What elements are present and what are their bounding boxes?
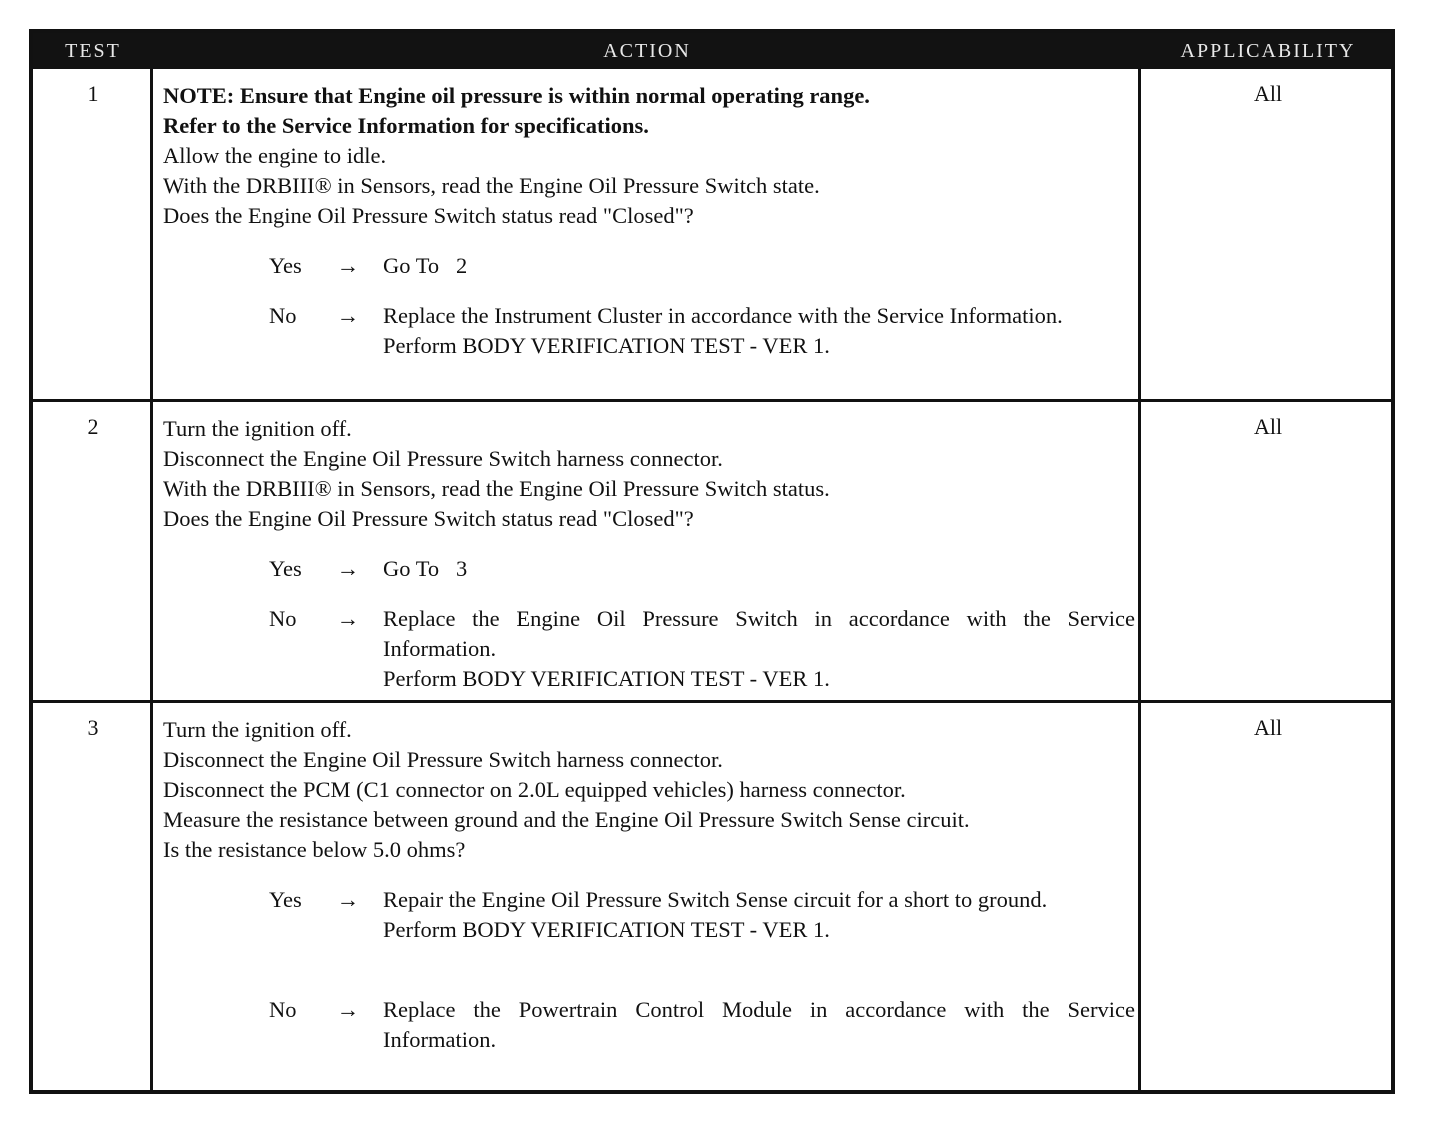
step-line: Measure the resistance between ground and the Engine Oil Pressure Switch Sense circuit.: [163, 807, 970, 832]
arrow-right-icon: →: [336, 556, 360, 581]
yes-text-line: Perform BODY VERIFICATION TEST - VER 1.: [383, 917, 830, 942]
yes-text-line: Repair the Engine Oil Pressure Switch Sense circuit for a short to ground.: [383, 887, 1048, 912]
arrow-right-icon: →: [336, 887, 360, 912]
no-text: [383, 604, 1135, 694]
no-result: [163, 995, 1133, 1055]
arrow-right-icon: →: [336, 253, 360, 278]
yes-result: [163, 554, 1133, 584]
step-line: Disconnect the PCM (C1 connector on 2.0L equipped vehicles) harness connector.: [163, 777, 906, 802]
step-line: Allow the engine to idle.: [163, 143, 387, 168]
table-header: [33, 33, 1391, 69]
yes-text: Go To 3: [383, 556, 468, 581]
note-line: Refer to the Service Information for specifications.: [163, 113, 649, 138]
yes-label: Yes: [269, 556, 302, 581]
no-label: No: [269, 303, 297, 328]
table-row: [33, 402, 1391, 700]
no-text: [383, 301, 1135, 361]
no-text-line: Perform BODY VERIFICATION TEST - VER 1.: [383, 333, 830, 358]
no-label: No: [269, 606, 297, 631]
table-row: [33, 703, 1391, 1090]
step-line: With the DRBIII® in Sensors, read the Engine Oil Pressure Switch state.: [163, 173, 820, 198]
applicability-value: All: [1253, 715, 1283, 740]
action-cell: [163, 414, 1133, 694]
header-action: ACTION: [603, 40, 691, 62]
step-line: Disconnect the Engine Oil Pressure Switch harness connector.: [163, 747, 723, 772]
yes-result: [163, 251, 1133, 281]
yes-label: Yes: [269, 253, 302, 278]
header-applicability: APPLICABILITY: [1180, 40, 1356, 62]
step-line: Disconnect the Engine Oil Pressure Switch harness connector.: [163, 446, 723, 471]
applicability-value: All: [1253, 81, 1283, 106]
no-text-line: Perform BODY VERIFICATION TEST - VER 1.: [383, 666, 830, 691]
no-text-line: Replace the Engine Oil Pressure Switch in accordance with the Service Information.: [383, 606, 1135, 661]
action-cell: [163, 715, 1133, 1055]
yes-text: Go To 2: [383, 253, 468, 278]
no-label: No: [269, 997, 297, 1022]
table-row: [33, 69, 1391, 399]
step-line: With the DRBIII® in Sensors, read the Engine Oil Pressure Switch status.: [163, 476, 830, 501]
note-line: NOTE: Ensure that Engine oil pressure is within normal operating range.: [163, 83, 870, 108]
no-text-line: Replace the Instrument Cluster in accordance with the Service Information.: [383, 303, 1063, 328]
test-number: 2: [87, 414, 99, 439]
action-cell: [163, 81, 1133, 391]
yes-result: [163, 885, 1133, 975]
no-result: [163, 301, 1133, 391]
arrow-right-icon: →: [336, 997, 360, 1022]
test-number: 1: [87, 81, 99, 106]
no-result: [163, 604, 1133, 694]
test-number: 3: [87, 715, 99, 740]
arrow-right-icon: →: [336, 303, 360, 328]
no-text: Replace the Powertrain Control Module in accordance with the Service Information.: [383, 997, 1135, 1052]
arrow-right-icon: →: [336, 606, 360, 631]
diagnostic-table: [29, 29, 1395, 1094]
step-line: Is the resistance below 5.0 ohms?: [163, 837, 466, 862]
step-line: Turn the ignition off.: [163, 416, 352, 441]
step-line: Does the Engine Oil Pressure Switch status read "Closed"?: [163, 506, 694, 531]
yes-label: Yes: [269, 887, 302, 912]
applicability-value: All: [1253, 414, 1283, 439]
step-line: Turn the ignition off.: [163, 717, 352, 742]
header-test: TEST: [65, 40, 121, 62]
yes-text: [383, 885, 1135, 945]
step-line: Does the Engine Oil Pressure Switch status read "Closed"?: [163, 203, 694, 228]
